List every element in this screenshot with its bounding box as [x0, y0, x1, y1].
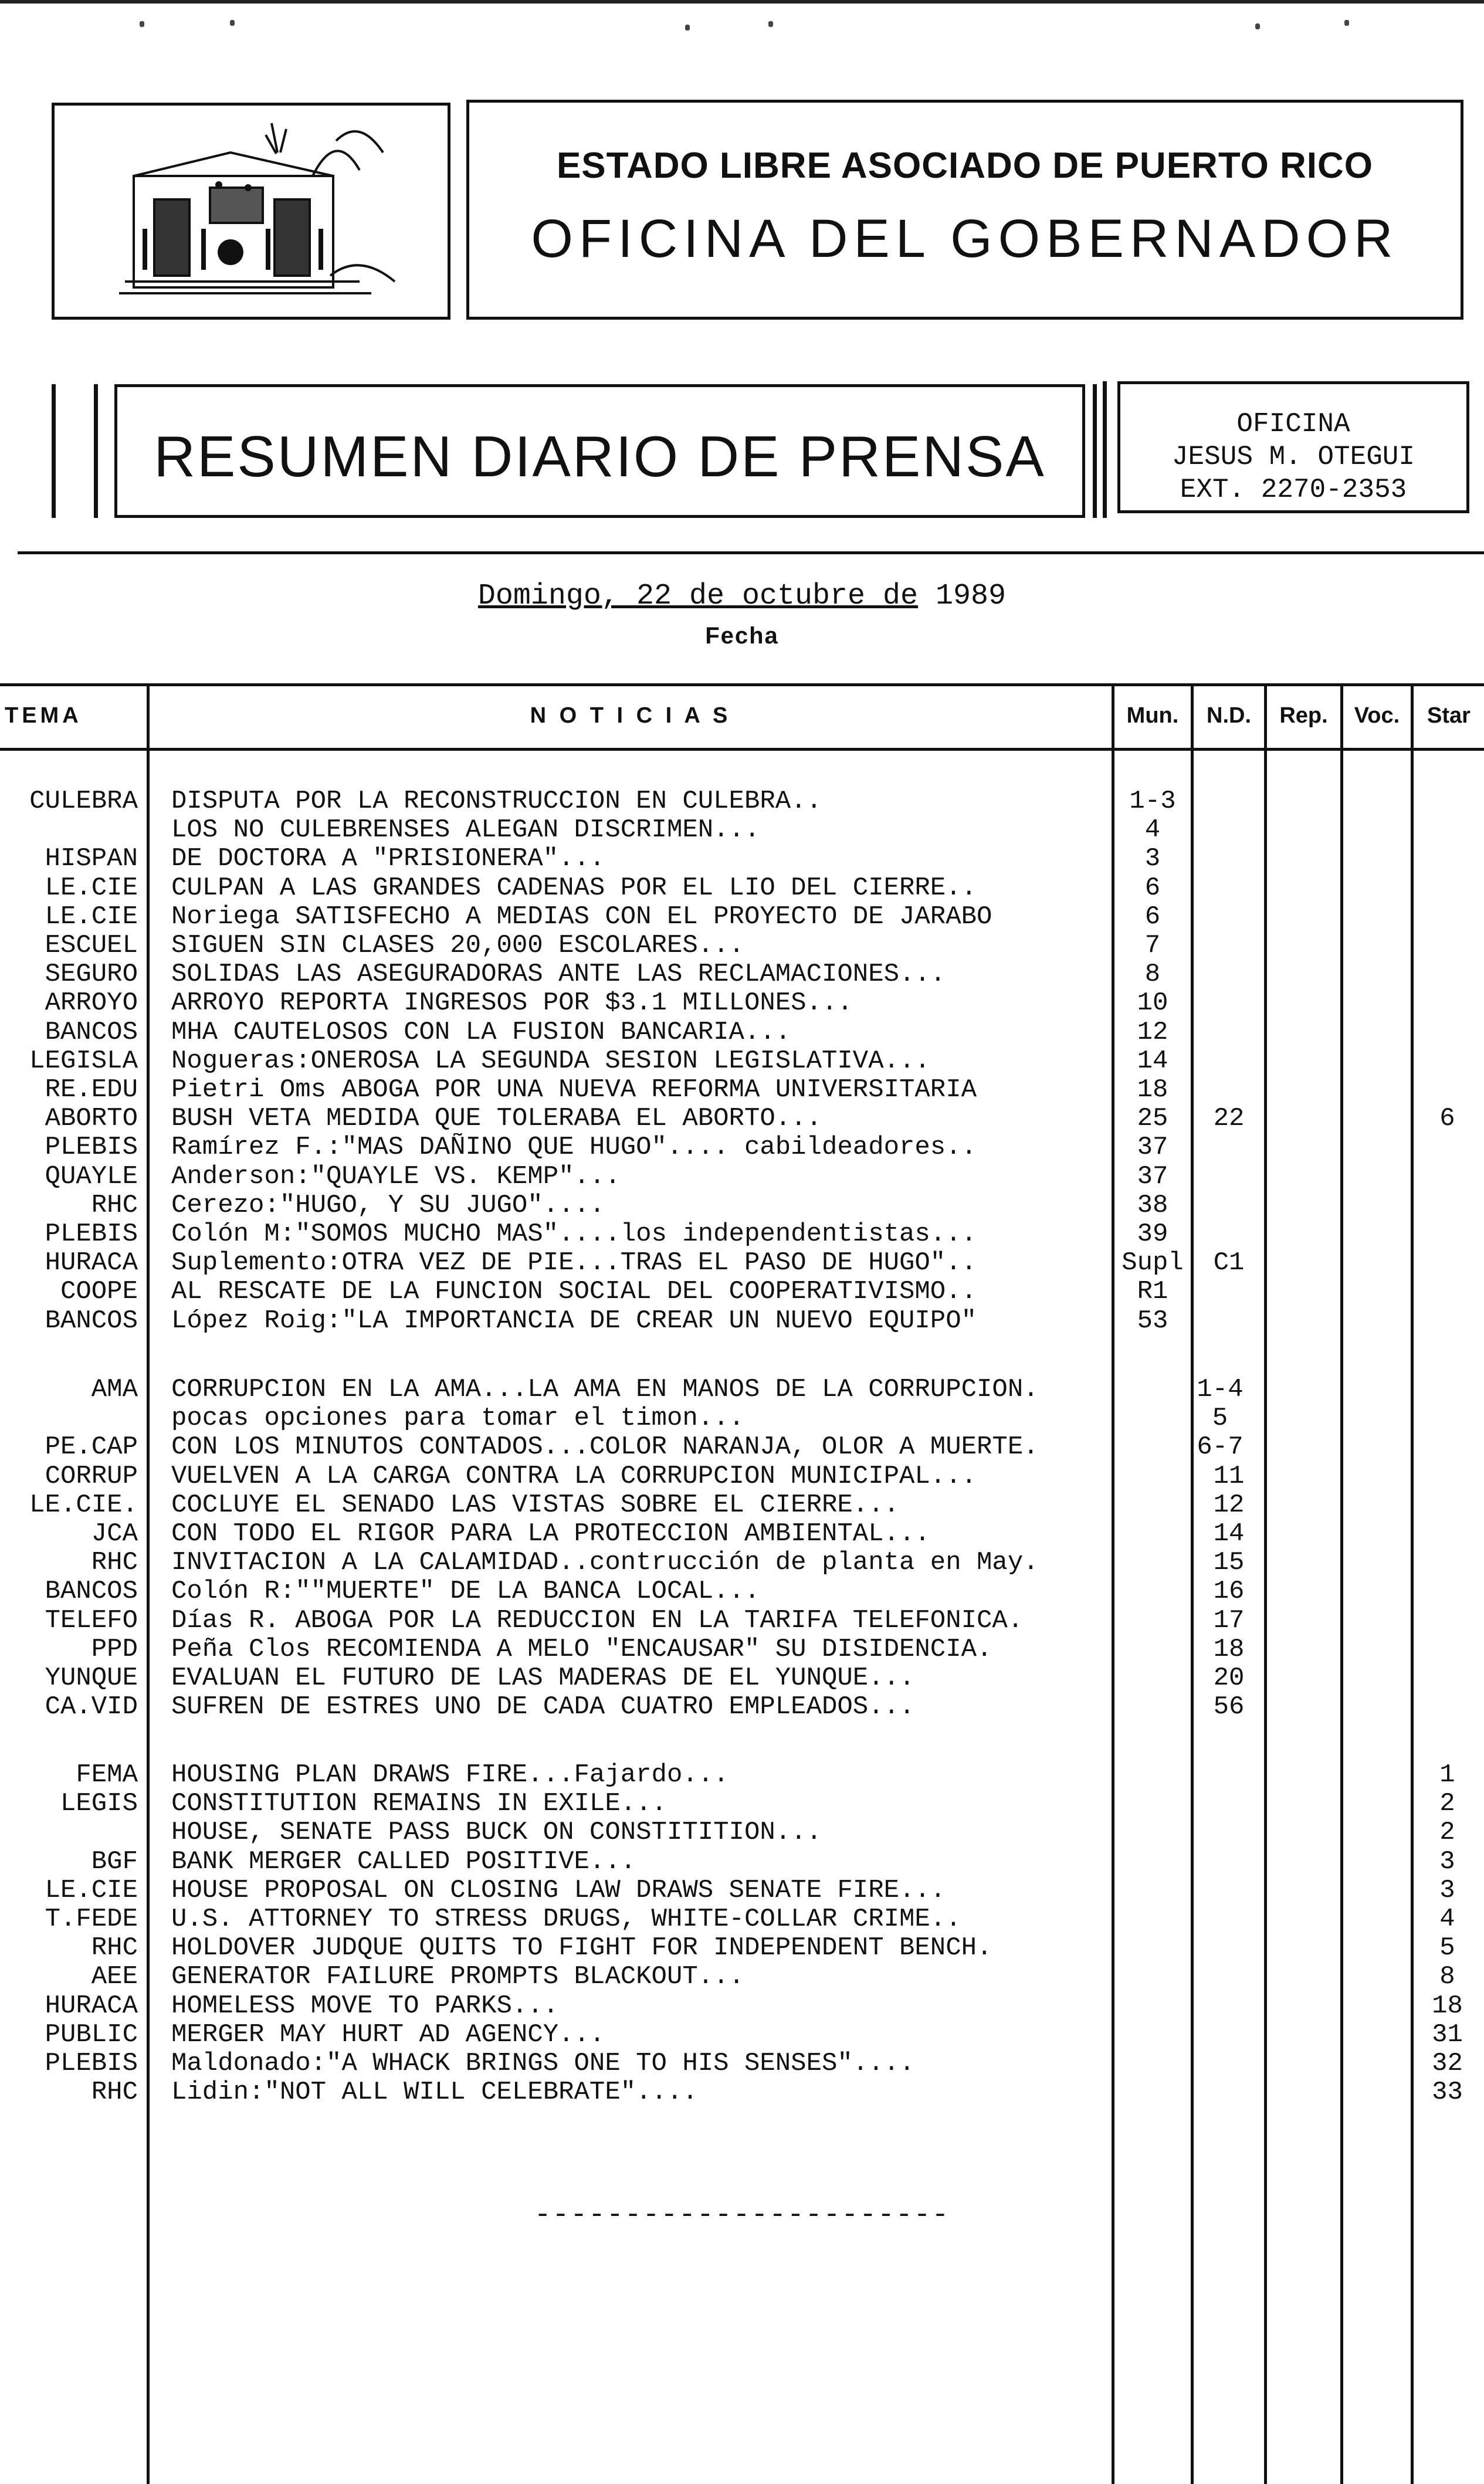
- table-row: [0, 874, 1484, 903]
- office-contact-name: JESUS M. OTEGUI: [1171, 442, 1415, 472]
- table-row: [0, 1848, 1484, 1876]
- office-contact-box: [1117, 381, 1469, 513]
- row-tema: JCA: [91, 1520, 138, 1548]
- table-row: [0, 1934, 1484, 1963]
- row-nd-page: 12: [1213, 1490, 1245, 1520]
- table-row: [0, 1047, 1484, 1076]
- table-row: [0, 1307, 1484, 1336]
- row-star-page: 1: [1439, 1760, 1455, 1790]
- row-noticia: HOMELESS MOVE TO PARKS...: [171, 1991, 559, 2021]
- office-label: OFICINA: [1236, 409, 1350, 439]
- row-tema: BGF: [91, 1847, 138, 1876]
- date-label: Fecha: [705, 623, 779, 649]
- row-tema: BANCOS: [45, 1018, 138, 1047]
- government-name: ESTADO LIBRE ASOCIADO DE PUERTO RICO: [556, 145, 1374, 186]
- table-row: [0, 903, 1484, 931]
- table-row: [0, 1818, 1484, 1847]
- row-star-page: 3: [1439, 1875, 1455, 1905]
- col-header-noticias: N O T I C I A S: [530, 703, 731, 728]
- row-tema: COOPE: [60, 1277, 138, 1307]
- row-noticia: Noriega SATISFECHO A MEDIAS CON EL PROYECTO DE JARABO: [171, 902, 992, 931]
- row-noticia: U.S. ATTORNEY TO STRESS DRUGS, WHITE-COLLAR CRIME..: [171, 1905, 961, 1934]
- row-nd-page: 22: [1213, 1104, 1245, 1134]
- row-tema: HISPAN: [45, 845, 138, 874]
- table-row: [0, 845, 1484, 873]
- row-tema: CORRUP: [45, 1462, 138, 1491]
- row-tema: LE.CIE: [45, 873, 138, 903]
- table-row: [0, 1133, 1484, 1162]
- table-row: [0, 1664, 1484, 1693]
- banner-title: RESUMEN DIARIO DE PRENSA: [154, 424, 1046, 489]
- table-row: [0, 1433, 1484, 1462]
- row-tema: LEGIS: [60, 1790, 138, 1819]
- row-nd-page: C1: [1213, 1248, 1245, 1278]
- row-tema: RHC: [91, 1934, 138, 1963]
- table-row: [0, 1018, 1484, 1047]
- footer-separator: -----------------------: [534, 2200, 950, 2231]
- row-tema: LE.CIE: [45, 902, 138, 931]
- row-star-page: 33: [1432, 2078, 1463, 2107]
- table-row: [0, 1076, 1484, 1104]
- row-mun-page: 10: [1137, 988, 1168, 1018]
- row-mun-page: 4: [1144, 815, 1161, 845]
- col-header-rep: Rep.: [1279, 703, 1328, 728]
- row-noticia: Nogueras:ONEROSA LA SEGUNDA SESION LEGISLATIVA...: [171, 1046, 930, 1076]
- row-noticia: Lidin:"NOT ALL WILL CELEBRATE"....: [171, 2078, 698, 2107]
- table-row: [0, 1548, 1484, 1577]
- row-noticia: HOUSE, SENATE PASS BUCK ON CONSTITITION...: [171, 1818, 822, 1848]
- row-tema: ABORTO: [45, 1104, 138, 1134]
- row-tema: ARROYO: [45, 989, 138, 1018]
- table-row: [0, 1905, 1484, 1934]
- row-noticia: Colón M:"SOMOS MUCHO MAS"....los independentistas...: [171, 1220, 977, 1249]
- row-star-page: 3: [1439, 1846, 1455, 1876]
- row-noticia: MERGER MAY HURT AD AGENCY...: [171, 2020, 605, 2049]
- row-tema: QUAYLE: [45, 1162, 138, 1191]
- table-row: [0, 1577, 1484, 1606]
- table-top-rule: [0, 683, 1484, 686]
- row-tema: RHC: [91, 1191, 138, 1220]
- row-star-page: 18: [1432, 1991, 1463, 2021]
- row-nd-page: 6-7: [1197, 1432, 1244, 1462]
- row-tema: SEGURO: [45, 960, 138, 989]
- row-star-page: 2: [1439, 1789, 1455, 1819]
- table-row: [0, 2049, 1484, 2078]
- row-noticia: BUSH VETA MEDIDA QUE TOLERABA EL ABORTO...: [171, 1104, 822, 1134]
- row-noticia: CON TODO EL RIGOR PARA LA PROTECCION AMBIENTAL...: [171, 1520, 930, 1548]
- row-star-page: 5: [1439, 1933, 1455, 1963]
- date-line: [0, 580, 1484, 613]
- row-tema: PLEBIS: [45, 1220, 138, 1249]
- col-header-voc: Voc.: [1354, 703, 1400, 728]
- row-mun-page: 3: [1144, 844, 1161, 874]
- row-tema: LE.CIE.: [29, 1490, 138, 1520]
- top-border-line: [0, 0, 1484, 4]
- banner-bar-left-outer: [52, 384, 56, 518]
- row-tema: TELEFO: [45, 1606, 138, 1635]
- row-mun-page: 53: [1137, 1306, 1168, 1336]
- row-noticia: CORRUPCION EN LA AMA...LA AMA EN MANOS DE LA CORRUPCION.: [171, 1375, 1039, 1404]
- row-noticia: Maldonado:"A WHACK BRINGS ONE TO HIS SENSES"....: [171, 2049, 915, 2078]
- fortaleza-building-icon: [55, 106, 448, 317]
- table-row: [0, 960, 1484, 989]
- row-noticia: INVITACION A LA CALAMIDAD..contrucción de planta en May.: [171, 1548, 1039, 1578]
- row-mun-page: 37: [1137, 1133, 1168, 1163]
- table-row: [0, 1220, 1484, 1249]
- row-mun-page: 25: [1137, 1104, 1168, 1134]
- row-noticia: MHA CAUTELOSOS CON LA FUSION BANCARIA...: [171, 1018, 791, 1047]
- table-header-rule: [0, 748, 1484, 751]
- row-mun-page: 12: [1137, 1017, 1168, 1047]
- row-mun-page: 1-3: [1129, 787, 1176, 816]
- table-row: [0, 1635, 1484, 1664]
- scan-speck: [1344, 20, 1349, 26]
- row-tema: HURACA: [45, 1249, 138, 1278]
- scan-speck: [685, 25, 690, 31]
- row-noticia: López Roig:"LA IMPORTANCIA DE CREAR UN NUEVO EQUIPO": [171, 1306, 977, 1336]
- row-tema: LE.CIE: [45, 1876, 138, 1905]
- row-mun-page: 37: [1137, 1161, 1168, 1191]
- office-name: OFICINA DEL GOBERNADOR: [531, 209, 1399, 269]
- row-noticia: HOUSE PROPOSAL ON CLOSING LAW DRAWS SENATE FIRE...: [171, 1876, 946, 1905]
- row-mun-page: 18: [1137, 1075, 1168, 1104]
- table-row: [0, 931, 1484, 960]
- row-mun-page: 6: [1144, 902, 1161, 931]
- table-row: [0, 1249, 1484, 1277]
- row-noticia: CULPAN A LAS GRANDES CADENAS POR EL LIO DEL CIERRE..: [171, 873, 977, 903]
- row-tema: RHC: [91, 1548, 138, 1578]
- table-row: [0, 1693, 1484, 1721]
- row-mun-page: 38: [1137, 1190, 1168, 1220]
- row-noticia: Peña Clos RECOMIENDA A MELO "ENCAUSAR" SU DISIDENCIA.: [171, 1635, 992, 1664]
- government-header-box: [466, 100, 1463, 320]
- row-noticia: CONSTITUTION REMAINS IN EXILE...: [171, 1790, 667, 1819]
- row-noticia: Pietri Oms ABOGA POR UNA NUEVA REFORMA UNIVERSITARIA: [171, 1076, 977, 1104]
- row-noticia: CON LOS MINUTOS CONTADOS...COLOR NARANJA, OLOR A MUERTE.: [171, 1433, 1039, 1462]
- table-row: [0, 1790, 1484, 1818]
- table-row: [0, 1277, 1484, 1306]
- row-nd-page: 14: [1213, 1519, 1245, 1548]
- row-noticia: LOS NO CULEBRENSES ALEGAN DISCRIMEN...: [171, 816, 760, 845]
- table-row: [0, 1876, 1484, 1905]
- row-noticia: SOLIDAS LAS ASEGURADORAS ANTE LAS RECLAMACIONES...: [171, 960, 946, 989]
- row-tema: LEGISLA: [29, 1046, 138, 1076]
- row-noticia: BANK MERGER CALLED POSITIVE...: [171, 1847, 636, 1876]
- table-row: [0, 787, 1484, 816]
- row-noticia: Anderson:"QUAYLE VS. KEMP"...: [171, 1162, 621, 1191]
- row-nd-page: 56: [1213, 1692, 1245, 1722]
- row-noticia: ARROYO REPORTA INGRESOS POR $3.1 MILLONES...: [171, 989, 853, 1018]
- table-row: [0, 1104, 1484, 1133]
- row-nd-page: 15: [1213, 1548, 1245, 1578]
- row-star-page: 6: [1439, 1104, 1455, 1134]
- row-tema: HURACA: [45, 1991, 138, 2021]
- row-noticia: DE DOCTORA A "PRISIONERA"...: [171, 845, 605, 874]
- row-star-page: 31: [1432, 2019, 1463, 2049]
- row-noticia: AL RESCATE DE LA FUNCION SOCIAL DEL COOPERATIVISMO..: [171, 1277, 977, 1307]
- row-tema: AEE: [91, 1963, 138, 1992]
- row-tema: PLEBIS: [45, 2049, 138, 2078]
- col-header-mun: Mun.: [1126, 703, 1179, 728]
- row-tema: ESCUEL: [45, 931, 138, 960]
- row-noticia: Días R. ABOGA POR LA REDUCCION EN LA TARIFA TELEFONICA.: [171, 1606, 1024, 1635]
- row-noticia: pocas opciones para tomar el timon...: [171, 1404, 744, 1434]
- row-mun-page: 6: [1144, 873, 1161, 903]
- col-header-nd: N.D.: [1207, 703, 1251, 728]
- scan-speck: [768, 21, 773, 27]
- row-mun-page: 39: [1137, 1219, 1168, 1249]
- table-row: [0, 1963, 1484, 1991]
- row-noticia: GENERATOR FAILURE PROMPTS BLACKOUT...: [171, 1963, 744, 1992]
- row-mun-page: Supl: [1122, 1248, 1184, 1278]
- row-tema: BANCOS: [45, 1306, 138, 1336]
- scan-speck: [140, 21, 144, 27]
- row-noticia: HOUSING PLAN DRAWS FIRE...Fajardo...: [171, 1761, 729, 1790]
- row-nd-page: 18: [1213, 1634, 1245, 1664]
- table-row: [0, 2078, 1484, 2107]
- row-nd-page: 11: [1213, 1461, 1245, 1491]
- table-row: [0, 1520, 1484, 1548]
- logo-box: [52, 103, 450, 320]
- row-nd-page: 5: [1212, 1404, 1228, 1434]
- row-mun-page: 8: [1144, 960, 1161, 989]
- banner-bar-right-outer: [1103, 381, 1107, 518]
- banner-bar-right-inner: [1093, 384, 1097, 518]
- row-mun-page: 14: [1137, 1046, 1168, 1076]
- row-noticia: Ramírez F.:"MAS DAÑINO QUE HUGO".... cabildeadores..: [171, 1133, 977, 1163]
- table-row: [0, 2021, 1484, 2049]
- row-tema: T.FEDE: [45, 1905, 138, 1934]
- row-tema: PUBLIC: [45, 2020, 138, 2049]
- table-row: [0, 989, 1484, 1018]
- row-star-page: 32: [1432, 2049, 1463, 2078]
- banner-box: [114, 384, 1085, 518]
- row-star-page: 4: [1439, 1904, 1455, 1934]
- row-tema: PLEBIS: [45, 1133, 138, 1163]
- table-row: [0, 1404, 1484, 1433]
- row-nd-page: 20: [1213, 1663, 1245, 1693]
- row-noticia: SIGUEN SIN CLASES 20,000 ESCOLARES...: [171, 931, 744, 960]
- row-nd-page: 16: [1213, 1577, 1245, 1607]
- col-header-star: Star: [1427, 703, 1471, 728]
- table-row: [0, 1607, 1484, 1635]
- row-tema: AMA: [91, 1375, 138, 1404]
- table-row: [0, 1462, 1484, 1491]
- row-noticia: COCLUYE EL SENADO LAS VISTAS SOBRE EL CIERRE...: [171, 1490, 900, 1520]
- table-row: [0, 816, 1484, 845]
- table-row: [0, 1761, 1484, 1790]
- row-noticia: EVALUAN EL FUTURO DE LAS MADERAS DE EL YUNQUE...: [171, 1664, 915, 1693]
- table-row: [0, 1375, 1484, 1404]
- row-tema: PE.CAP: [45, 1433, 138, 1462]
- row-noticia: Suplemento:OTRA VEZ DE PIE...TRAS EL PASO DE HUGO"..: [171, 1249, 977, 1278]
- scan-speck: [1255, 23, 1260, 29]
- header-divider: [18, 551, 1484, 554]
- row-noticia: VUELVEN A LA CARGA CONTRA LA CORRUPCION MUNICIPAL...: [171, 1462, 977, 1491]
- table-row: [0, 1163, 1484, 1191]
- banner-bar-left-inner: [94, 384, 98, 518]
- row-tema: RHC: [91, 2078, 138, 2107]
- date-value: Domingo, 22 de octubre de: [477, 580, 919, 613]
- row-tema: CA.VID: [45, 1693, 138, 1722]
- row-tema: FEMA: [76, 1761, 138, 1790]
- date-year: 1989: [936, 580, 1007, 613]
- row-nd-page: 17: [1213, 1605, 1245, 1635]
- row-noticia: Cerezo:"HUGO, Y SU JUGO"....: [171, 1191, 605, 1220]
- scan-speck: [230, 20, 235, 26]
- row-noticia: HOLDOVER JUDQUE QUITS TO FIGHT FOR INDEPENDENT BENCH.: [171, 1934, 992, 1963]
- row-tema: CULEBRA: [29, 787, 138, 816]
- table-row: [0, 1191, 1484, 1220]
- table-row: [0, 1992, 1484, 2021]
- row-noticia: Colón R:""MUERTE" DE LA BANCA LOCAL...: [171, 1577, 760, 1607]
- row-mun-page: 7: [1144, 931, 1161, 960]
- office-extension: EXT. 2270-2353: [1180, 475, 1407, 505]
- row-tema: RE.EDU: [45, 1076, 138, 1104]
- row-star-page: 2: [1439, 1818, 1455, 1848]
- row-tema: YUNQUE: [45, 1664, 138, 1693]
- col-header-tema: TEMA: [5, 703, 82, 728]
- row-noticia: SUFREN DE ESTRES UNO DE CADA CUATRO EMPLEADOS...: [171, 1693, 915, 1722]
- row-nd-page: 1-4: [1197, 1375, 1244, 1404]
- table-row: [0, 1491, 1484, 1520]
- row-star-page: 8: [1439, 1962, 1455, 1992]
- row-tema: PPD: [91, 1635, 138, 1664]
- row-noticia: DISPUTA POR LA RECONSTRUCCION EN CULEBRA..: [171, 787, 822, 816]
- row-mun-page: R1: [1137, 1277, 1168, 1307]
- row-tema: BANCOS: [45, 1577, 138, 1607]
